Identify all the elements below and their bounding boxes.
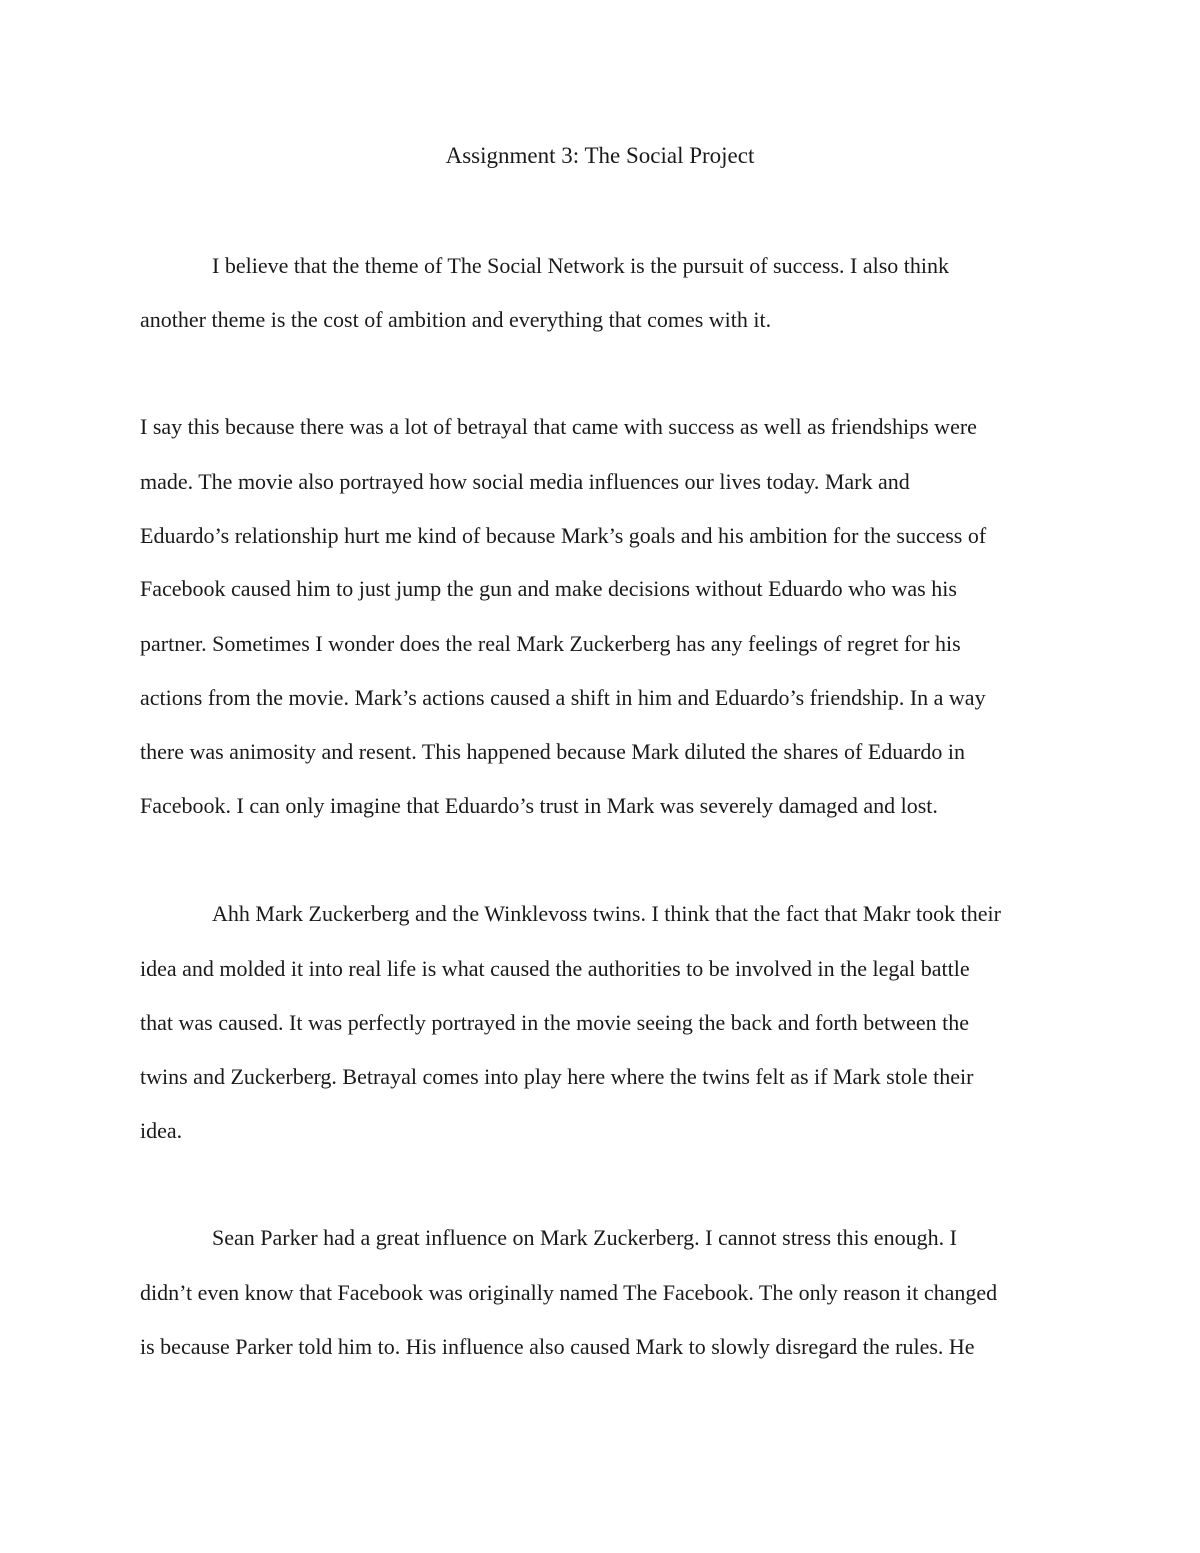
paragraph-line: I say this because there was a lot of betrayal that came with success as well as friendships were <box>140 414 977 439</box>
paragraph-line: there was animosity and resent. This happened because Mark diluted the shares of Eduardo in <box>140 739 965 764</box>
paragraph-line: made. The movie also portrayed how social media influences our lives today. Mark and <box>140 469 910 494</box>
paragraph-line: Eduardo’s relationship hurt me kind of because Mark’s goals and his ambition for the success of <box>140 523 987 548</box>
paragraph-line: Sean Parker had a great influence on Mark Zuckerberg. I cannot stress this enough. I <box>212 1225 957 1250</box>
paragraph-line: didn’t even know that Facebook was originally named The Facebook. The only reason it changed <box>140 1280 998 1305</box>
paragraph-line: partner. Sometimes I wonder does the real Mark Zuckerberg has any feelings of regret for his <box>140 631 961 656</box>
paragraph-line: idea. <box>140 1118 183 1143</box>
document-title: Assignment 3: The Social Project <box>445 143 755 168</box>
paragraph-line: is because Parker told him to. His influence also caused Mark to slowly disregard the rules. He <box>140 1334 975 1359</box>
paragraph-line: that was caused. It was perfectly portrayed in the movie seeing the back and forth between the <box>140 1010 969 1035</box>
paragraph-line: twins and Zuckerberg. Betrayal comes into play here where the twins felt as if Mark stole their <box>140 1064 974 1089</box>
paragraph-line: Ahh Mark Zuckerberg and the Winklevoss twins. I think that the fact that Makr took their <box>212 901 1001 926</box>
paragraph-line: Facebook. I can only imagine that Eduardo’s trust in Mark was severely damaged and lost. <box>140 793 938 818</box>
paragraph-line: actions from the movie. Mark’s actions caused a shift in him and Eduardo’s friendship. In a way <box>140 685 986 710</box>
paragraph-line: another theme is the cost of ambition and everything that comes with it. <box>140 307 772 332</box>
paragraph-line: I believe that the theme of The Social Network is the pursuit of success. I also think <box>212 253 950 278</box>
paragraph-line: idea and molded it into real life is what caused the authorities to be involved in the legal battle <box>140 956 970 981</box>
paragraph-line: Facebook caused him to just jump the gun and make decisions without Eduardo who was his <box>140 576 957 601</box>
